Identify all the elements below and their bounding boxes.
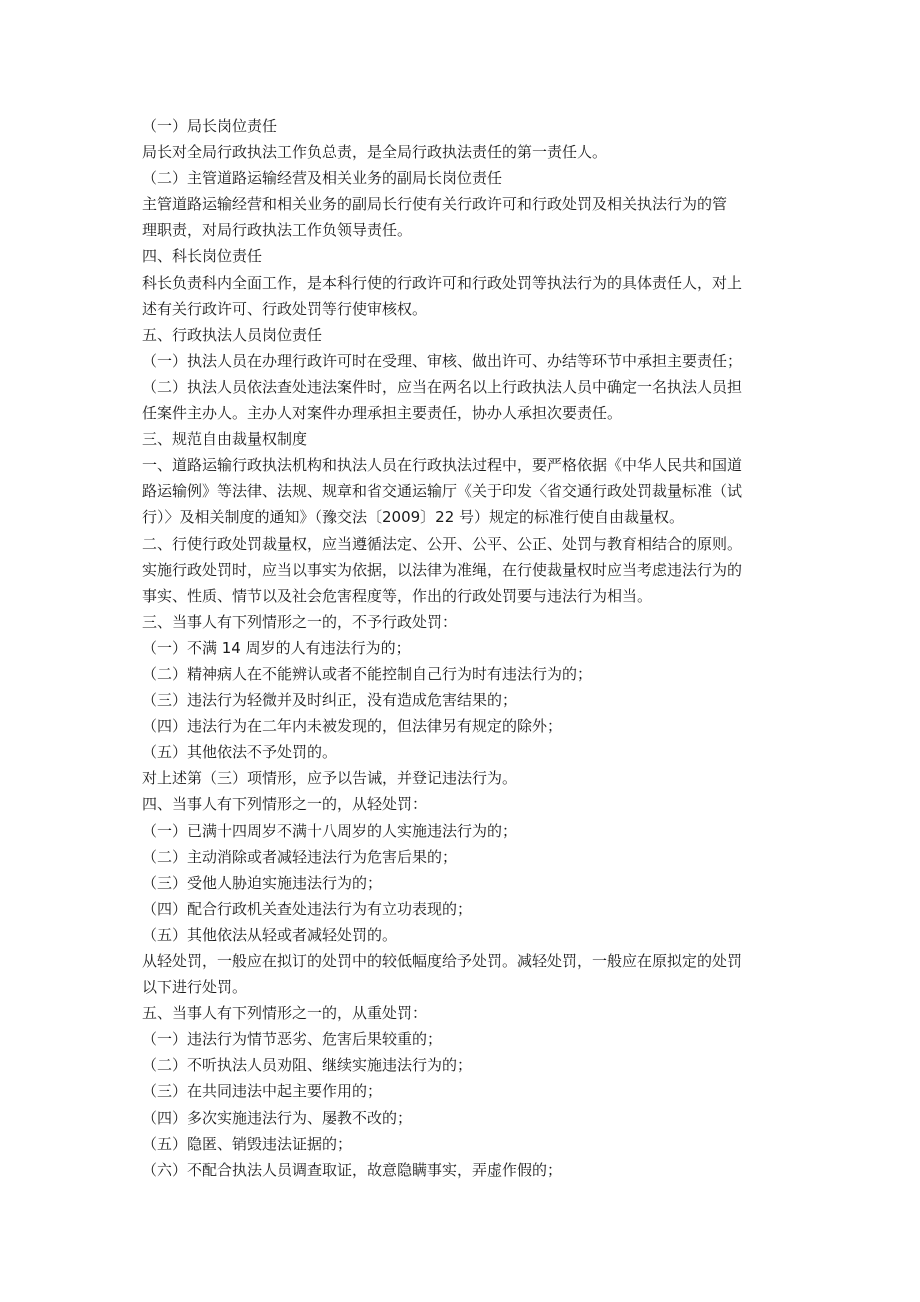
text-line: 理职责，对局行政执法工作负领导责任。 — [142, 221, 413, 240]
text-line: （四）配合行政机关查处违法行为有立功表现的； — [142, 899, 473, 918]
text-line: 任案件主办人。主办人对案件办理承担主要责任，协办人承担次要责任。 — [142, 404, 623, 423]
text-line: 五、当事人有下列情形之一的，从重处罚： — [142, 1004, 428, 1023]
text-line: （二）精神病人在不能辨认或者不能控制自己行为时有违法行为的； — [142, 664, 593, 683]
text-line: 科长负责科内全面工作，是本科行使的行政许可和行政处罚等执法行为的具体责任人，对上 — [142, 273, 743, 292]
text-line: 路运输例》等法律、法规、规章和省交通运输厅《关于印发〈省交通行政处罚裁量标准（试 — [142, 482, 743, 501]
text-line: 四、科长岗位责任 — [142, 247, 263, 266]
text-line: 行）〉及相关制度的通知》（豫交法〔2009〕22 号）规定的标准行使自由裁量权。 — [142, 508, 685, 527]
text-line: 二、行使行政处罚裁量权，应当遵循法定、公开、公平、公正、处罚与教育相结合的原则。 — [142, 534, 743, 553]
text-line: 三、规范自由裁量权制度 — [142, 430, 308, 449]
text-line: （一）已满十四周岁不满十八周岁的人实施违法行为的； — [142, 821, 518, 840]
text-line: （五）其他依法从轻或者减轻处罚的。 — [142, 925, 398, 944]
text-line: 实施行政处罚时，应当以事实为依据，以法律为准绳，在行使裁量权时应当考虑违法行为的 — [142, 560, 743, 579]
text-line: （二）不听执法人员劝阻、继续实施违法行为的； — [142, 1056, 473, 1075]
text-line: （二）主管道路运输经营及相关业务的副局长岗位责任 — [142, 169, 503, 188]
text-line: 主管道路运输经营和相关业务的副局长行使有关行政许可和行政处罚及相关执法行为的管 — [142, 195, 728, 214]
text-line: （三）违法行为轻微并及时纠正，没有造成危害结果的； — [142, 691, 518, 710]
text-line: （四）违法行为在二年内未被发现的，但法律另有规定的除外； — [142, 717, 563, 736]
text-line: 三、当事人有下列情形之一的，不予行政处罚： — [142, 612, 458, 631]
text-line: 五、行政执法人员岗位责任 — [142, 325, 323, 344]
text-line: （五）隐匿、销毁违法证据的； — [142, 1134, 353, 1153]
text-line: （四）多次实施违法行为、屡教不改的； — [142, 1108, 413, 1127]
text-line: （一）执法人员在办理行政许可时在受理、审核、做出许可、办结等环节中承担主要责任； — [142, 351, 743, 370]
text-line: 四、当事人有下列情形之一的，从轻处罚： — [142, 795, 428, 814]
text-line: （二）执法人员依法查处违法案件时，应当在两名以上行政执法人员中确定一名执法人员担 — [142, 377, 743, 396]
text-line: （三）在共同违法中起主要作用的； — [142, 1082, 383, 1101]
text-line: 以下进行处罚。 — [142, 978, 248, 997]
text-line: （一）局长岗位责任 — [142, 117, 278, 135]
text-line: （二）主动消除或者减轻违法行为危害后果的； — [142, 847, 458, 866]
text-line: （一）不满 14 周岁的人有违法行为的； — [142, 638, 411, 657]
text-line: 一、道路运输行政执法机构和执法人员在行政执法过程中，要严格依据《中华人民共和国道 — [142, 456, 743, 475]
text-line: （六）不配合执法人员调查取证，故意隐瞒事实，弄虚作假的； — [142, 1160, 563, 1179]
text-line: （一）违法行为情节恶劣、危害后果较重的； — [142, 1030, 443, 1049]
text-line: （三）受他人胁迫实施违法行为的； — [142, 873, 383, 892]
text-line: 事实、性质、情节以及社会危害程度等，作出的行政处罚要与违法行为相当。 — [142, 586, 653, 605]
document-body — [142, 113, 787, 1183]
text-line: 从轻处罚，一般应在拟订的处罚中的较低幅度给予处罚。减轻处罚，一般应在原拟定的处罚 — [142, 952, 743, 970]
text-line: （五）其他依法不予处罚的。 — [142, 743, 338, 762]
text-line: 述有关行政许可、行政处罚等行使审核权。 — [142, 299, 428, 318]
text-line: 局长对全局行政执法工作负总责，是全局行政执法责任的第一责任人。 — [142, 143, 608, 162]
text-line: 对上述第（三）项情形，应予以告诫，并登记违法行为。 — [142, 769, 518, 788]
